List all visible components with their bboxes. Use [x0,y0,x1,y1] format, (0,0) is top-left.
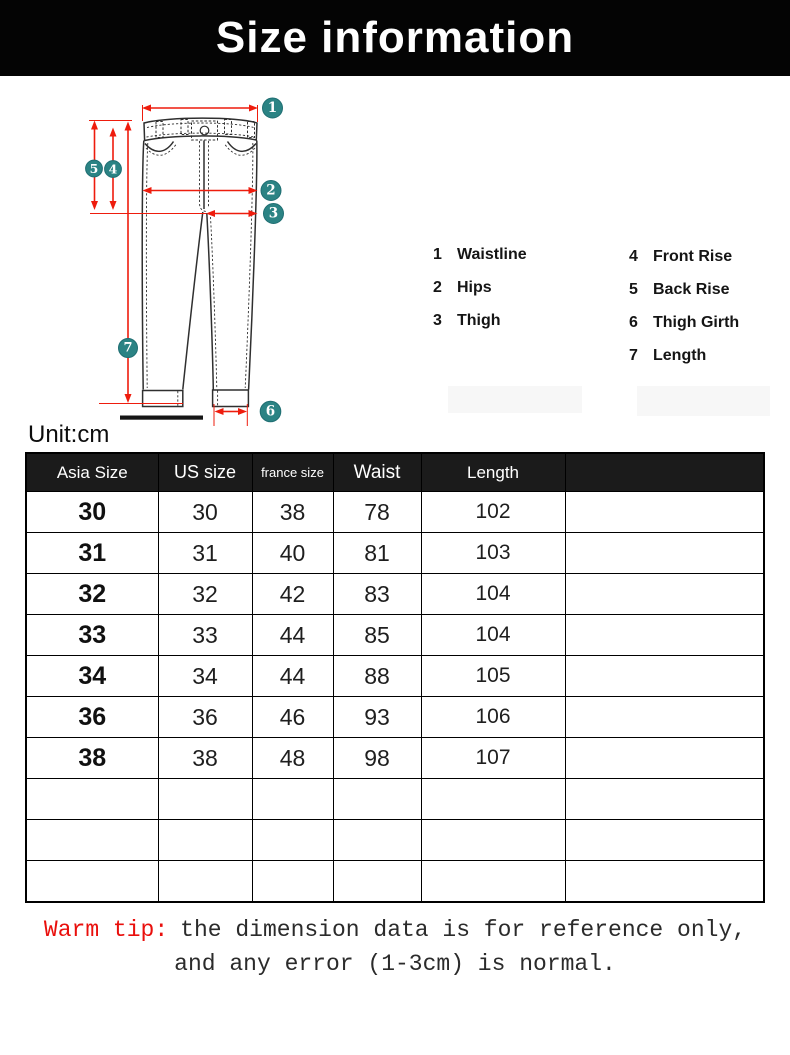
table-cell: 32 [158,574,252,615]
legend-item-number: 1 [433,245,442,263]
table-cell [26,779,158,820]
table-cell [565,697,764,738]
table-cell: 44 [252,656,333,697]
table-row [26,533,764,574]
table-cell: 38 [252,492,333,533]
legend-item [629,306,739,339]
table-row [26,615,764,656]
table-cell [565,574,764,615]
warm-tip-line1: the dimension data is for reference only, [180,917,747,943]
table-cell [565,656,764,697]
table-cell: 102 [421,492,565,533]
column-header-length: Length [421,453,565,492]
table-cell: 33 [158,615,252,656]
table-cell: 46 [252,697,333,738]
crop-artifact-bar [120,416,203,420]
table-cell: 78 [333,492,421,533]
legend-item [629,273,739,306]
table-cell: 36 [26,697,158,738]
table-cell: 107 [421,738,565,779]
table-cell: 81 [333,533,421,574]
table-cell: 85 [333,615,421,656]
legend-item-label: Thigh [457,311,501,329]
table-cell [26,820,158,861]
column-header-us-size: US size [158,453,252,492]
table-cell: 93 [333,697,421,738]
table-cell [565,738,764,779]
legend-item-label: Hips [457,278,492,296]
table-cell: 106 [421,697,565,738]
table-cell [26,861,158,903]
table-cell [565,533,764,574]
table-cell [252,861,333,903]
table-cell: 44 [252,615,333,656]
legend-item-number: 3 [433,311,442,329]
table-cell [565,615,764,656]
table-cell [421,779,565,820]
size-table-body [26,492,764,903]
table-row [26,574,764,615]
column-header-waist: Waist [333,453,421,492]
badge-5: 5 [89,161,99,176]
legend-item [433,238,527,271]
table-cell [565,820,764,861]
table-cell: 40 [252,533,333,574]
table-cell: 30 [158,492,252,533]
table-cell: 98 [333,738,421,779]
arrow-lines [89,105,258,426]
badge-1: 1 [267,100,278,116]
table-cell: 33 [26,615,158,656]
unit-label: Unit:cm [28,421,110,448]
size-table-header [26,453,764,492]
arrow-heads [91,105,258,416]
pants-size-diagram [80,90,295,435]
pants-drawing [142,118,257,406]
table-cell [421,861,565,903]
table-cell: 105 [421,656,565,697]
legend-item-number: 4 [629,247,638,265]
table-cell: 48 [252,738,333,779]
table-cell: 103 [421,533,565,574]
warm-tip-prefix: Warm tip: [43,917,169,943]
table-row [26,656,764,697]
table-cell: 88 [333,656,421,697]
badge-6: 6 [265,403,276,420]
legend-item-label: Thigh Girth [653,313,740,331]
table-cell [158,820,252,861]
table-cell: 34 [26,656,158,697]
table-cell: 34 [158,656,252,697]
warm-tip [0,913,790,981]
badge-3: 3 [268,205,279,222]
legend-item [629,339,739,372]
table-cell: 104 [421,615,565,656]
legend-item-label: Front Rise [653,247,733,265]
table-row [26,492,764,533]
table-row [26,861,764,903]
table-cell [333,779,421,820]
placeholder-box [637,386,770,416]
table-cell [565,861,764,903]
badge-7: 7 [123,340,133,356]
legend-item [433,271,527,304]
legend-item-label: Waistline [457,245,527,263]
badge-4: 4 [108,161,118,177]
column-header-empty [565,453,764,492]
placeholder-box [448,386,582,413]
table-cell [565,492,764,533]
legend-item-number: 6 [629,313,638,331]
table-row [26,697,764,738]
table-cell: 104 [421,574,565,615]
measurement-arrows [89,105,258,427]
table-cell: 31 [158,533,252,574]
table-cell: 42 [252,574,333,615]
table-cell [158,779,252,820]
table-cell [158,861,252,903]
table-cell [252,779,333,820]
table-cell: 31 [26,533,158,574]
table-row [26,738,764,779]
legend-item-number: 7 [629,346,638,364]
table-cell: 32 [26,574,158,615]
table-cell [333,820,421,861]
legend-item-label: Back Rise [653,280,730,298]
legend-item [629,240,739,273]
table-cell [252,820,333,861]
page-title: Size information [215,13,575,62]
table-row [26,820,764,861]
legend-item-label: Length [653,346,707,364]
header-row [26,453,764,492]
legend-item-number: 5 [629,280,638,298]
column-header-asia-size: Asia Size [26,453,158,492]
table-cell [565,779,764,820]
table-cell [421,820,565,861]
badge-2: 2 [266,182,276,199]
legend-left [433,238,527,337]
table-row [26,779,764,820]
table-cell: 38 [158,738,252,779]
table-cell: 30 [26,492,158,533]
banner [0,0,790,76]
legend-right [629,240,739,372]
warm-tip-line2: and any error (1-3cm) is normal. [174,951,616,977]
column-header-france-size: france size [252,453,333,492]
legend-item-number: 2 [433,278,442,296]
table-cell: 83 [333,574,421,615]
size-table [25,452,765,903]
table-cell [333,861,421,903]
table-cell: 38 [26,738,158,779]
legend-item [433,304,527,337]
table-cell: 36 [158,697,252,738]
